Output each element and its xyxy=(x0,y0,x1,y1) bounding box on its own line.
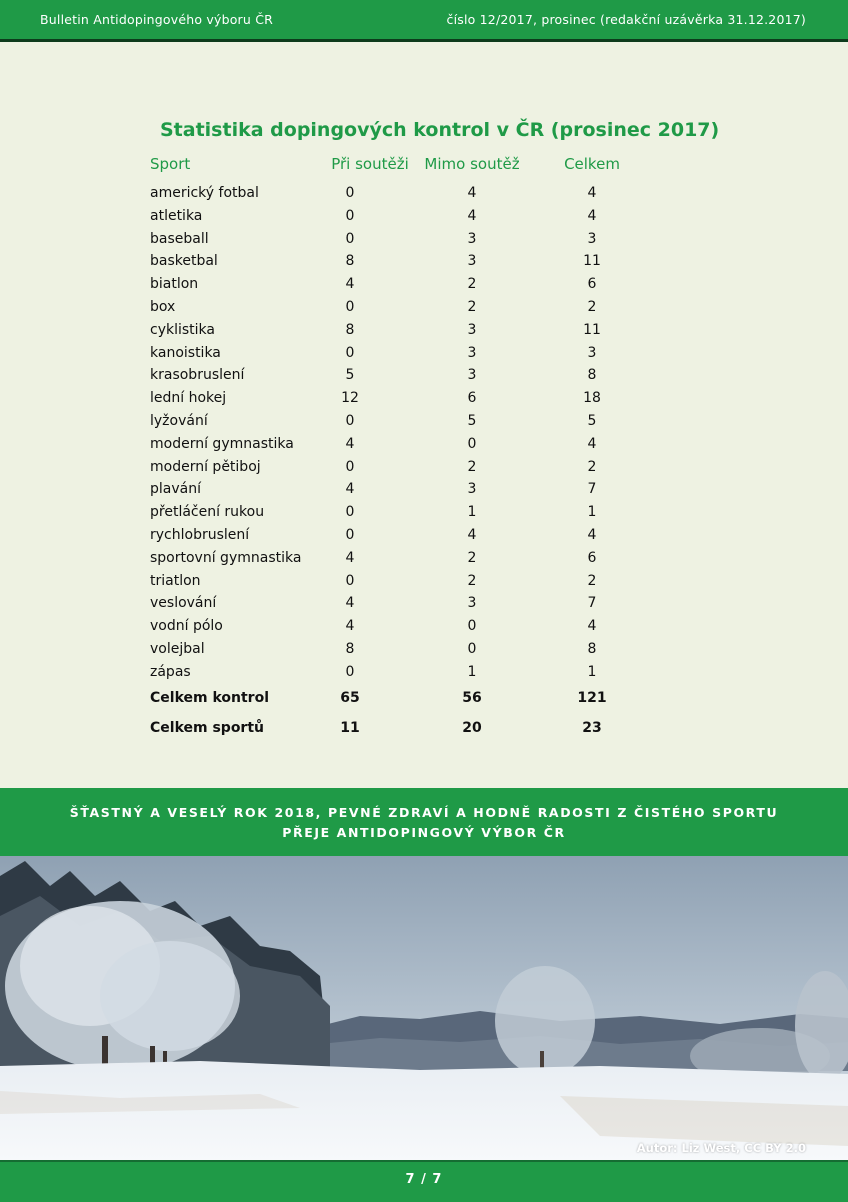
sport-name: veslování xyxy=(150,595,217,612)
sport-name: vodní pólo xyxy=(150,618,223,635)
table-row xyxy=(150,231,710,254)
out-of-competition-count: 3 xyxy=(467,481,477,498)
issue-info: číslo 12/2017, prosinec (redakční uzávěrka 31.12.2017) xyxy=(446,12,806,27)
table-row xyxy=(150,413,710,436)
table-row xyxy=(150,550,710,573)
out-of-competition-count: 3 xyxy=(467,321,477,338)
out-of-competition-count: 0 xyxy=(467,618,477,635)
total-count: 11 xyxy=(583,253,601,270)
total-count: 4 xyxy=(587,618,597,635)
sport-name: americký fotbal xyxy=(150,185,259,201)
page-number: 7 / 7 xyxy=(405,1172,443,1187)
total-out-of-competition: 56 xyxy=(462,690,482,706)
table-row xyxy=(150,641,710,664)
sport-name: přetláčení rukou xyxy=(150,504,265,521)
table-row xyxy=(150,504,710,527)
table-row xyxy=(150,367,710,390)
total-sports-row xyxy=(150,720,710,742)
total-out-of-competition: 20 xyxy=(462,720,482,736)
total-count: 4 xyxy=(587,207,597,224)
table-row xyxy=(150,299,710,322)
table-row xyxy=(150,185,710,208)
total-count: 5 xyxy=(587,412,597,429)
in-competition-count: 0 xyxy=(345,298,355,315)
in-competition-count: 4 xyxy=(345,276,355,293)
total-count: 4 xyxy=(587,435,597,452)
in-competition-count: 4 xyxy=(345,595,355,612)
column-header-sport: Sport xyxy=(150,155,191,173)
in-competition-count: 8 xyxy=(345,321,355,338)
out-of-competition-count: 3 xyxy=(467,230,477,247)
total-all: 121 xyxy=(577,690,607,706)
out-of-competition-count: 2 xyxy=(467,572,477,589)
banner-line-2: PŘEJE ANTIDOPINGOVÝ VÝBOR ČR xyxy=(282,825,566,840)
total-count: 7 xyxy=(587,595,597,612)
sport-name: kanoistika xyxy=(150,344,221,361)
table-header xyxy=(150,155,710,177)
out-of-competition-count: 4 xyxy=(467,526,477,543)
column-header-in-competition: Při soutěži xyxy=(331,155,409,173)
out-of-competition-count: 2 xyxy=(467,276,477,293)
out-of-competition-count: 0 xyxy=(467,640,477,657)
table-row xyxy=(150,390,710,413)
in-competition-count: 0 xyxy=(345,185,355,201)
total-count: 18 xyxy=(583,390,601,407)
total-count: 1 xyxy=(587,504,597,521)
total-count: 3 xyxy=(587,230,597,247)
sport-name: plavání xyxy=(150,481,201,498)
total-count: 1 xyxy=(587,663,597,680)
table-row xyxy=(150,208,710,231)
total-count: 7 xyxy=(587,481,597,498)
table-row xyxy=(150,664,710,687)
sport-name: krasobruslení xyxy=(150,367,245,384)
out-of-competition-count: 2 xyxy=(467,549,477,566)
total-controls-row xyxy=(150,690,710,712)
in-competition-count: 0 xyxy=(345,207,355,224)
in-competition-count: 0 xyxy=(345,458,355,475)
total-count: 4 xyxy=(587,526,597,543)
in-competition-count: 0 xyxy=(345,504,355,521)
table-row xyxy=(150,618,710,641)
total-count: 2 xyxy=(587,298,597,315)
sport-name: cyklistika xyxy=(150,321,215,338)
in-competition-count: 4 xyxy=(345,481,355,498)
in-competition-count: 12 xyxy=(341,390,359,407)
page-footer xyxy=(0,1160,848,1202)
sport-name: moderní pětiboj xyxy=(150,458,261,475)
total-in-competition: 65 xyxy=(340,690,360,706)
column-header-total: Celkem xyxy=(564,155,620,173)
out-of-competition-count: 3 xyxy=(467,595,477,612)
total-all: 23 xyxy=(582,720,602,736)
statistics-title: Statistika dopingových kontrol v ČR (prosinec 2017) xyxy=(160,119,720,141)
table-row xyxy=(150,276,710,299)
in-competition-count: 4 xyxy=(345,618,355,635)
total-count: 2 xyxy=(587,572,597,589)
table-row xyxy=(150,595,710,618)
table-row xyxy=(150,436,710,459)
sport-name: rychlobruslení xyxy=(150,526,250,543)
out-of-competition-count: 1 xyxy=(467,663,477,680)
banner-line-1: ŠŤASTNÝ A VESELÝ ROK 2018, PEVNÉ ZDRAVÍ A HODNĚ RADOSTI Z ČISTÉHO SPORTU xyxy=(69,805,779,820)
sport-name: biatlon xyxy=(150,276,199,293)
bulletin-title: Bulletin Antidopingového výboru ČR xyxy=(40,12,274,27)
in-competition-count: 8 xyxy=(345,253,355,270)
total-count: 4 xyxy=(587,185,597,201)
out-of-competition-count: 6 xyxy=(467,390,477,407)
in-competition-count: 0 xyxy=(345,344,355,361)
in-competition-count: 0 xyxy=(345,230,355,247)
sport-name: basketbal xyxy=(150,253,218,270)
table-row xyxy=(150,322,710,345)
winter-landscape-image xyxy=(0,856,848,1160)
new-year-banner xyxy=(0,788,848,856)
sport-name: moderní gymnastika xyxy=(150,435,294,452)
in-competition-count: 0 xyxy=(345,572,355,589)
sport-name: baseball xyxy=(150,230,209,247)
sport-name: lyžování xyxy=(150,412,208,429)
total-count: 3 xyxy=(587,344,597,361)
in-competition-count: 8 xyxy=(345,640,355,657)
sport-name: lední hokej xyxy=(150,390,227,407)
in-competition-count: 0 xyxy=(345,663,355,680)
sport-name: atletika xyxy=(150,207,203,224)
out-of-competition-count: 3 xyxy=(467,367,477,384)
sport-name: sportovní gymnastika xyxy=(150,549,302,566)
table-row xyxy=(150,527,710,550)
in-competition-count: 0 xyxy=(345,412,355,429)
total-count: 6 xyxy=(587,549,597,566)
out-of-competition-count: 5 xyxy=(467,412,477,429)
table-row xyxy=(150,345,710,368)
page-header xyxy=(0,0,848,42)
out-of-competition-count: 4 xyxy=(467,207,477,224)
column-header-out-of-competition: Mimo soutěž xyxy=(424,155,520,173)
table-body xyxy=(150,185,710,687)
in-competition-count: 5 xyxy=(345,367,355,384)
in-competition-count: 4 xyxy=(345,549,355,566)
sport-name: box xyxy=(150,298,176,315)
out-of-competition-count: 3 xyxy=(467,253,477,270)
out-of-competition-count: 3 xyxy=(467,344,477,361)
total-count: 8 xyxy=(587,640,597,657)
sport-name: zápas xyxy=(150,663,191,680)
sport-name: triatlon xyxy=(150,572,201,589)
out-of-competition-count: 4 xyxy=(467,185,477,201)
table-row xyxy=(150,573,710,596)
out-of-competition-count: 0 xyxy=(467,435,477,452)
winter-landscape-photo xyxy=(0,856,848,1160)
total-in-competition: 11 xyxy=(340,720,360,736)
table-row xyxy=(150,253,710,276)
total-count: 8 xyxy=(587,367,597,384)
total-count: 2 xyxy=(587,458,597,475)
out-of-competition-count: 2 xyxy=(467,458,477,475)
total-count: 6 xyxy=(587,276,597,293)
total-label: Celkem sportů xyxy=(150,720,264,736)
table-row xyxy=(150,481,710,504)
total-label: Celkem kontrol xyxy=(150,690,269,706)
in-competition-count: 0 xyxy=(345,526,355,543)
table-row xyxy=(150,459,710,482)
total-count: 11 xyxy=(583,321,601,338)
sport-name: volejbal xyxy=(150,640,205,657)
out-of-competition-count: 2 xyxy=(467,298,477,315)
in-competition-count: 4 xyxy=(345,435,355,452)
photo-credit: Autor: Liz West, CC BY 2.0 xyxy=(636,1141,806,1155)
out-of-competition-count: 1 xyxy=(467,504,477,521)
